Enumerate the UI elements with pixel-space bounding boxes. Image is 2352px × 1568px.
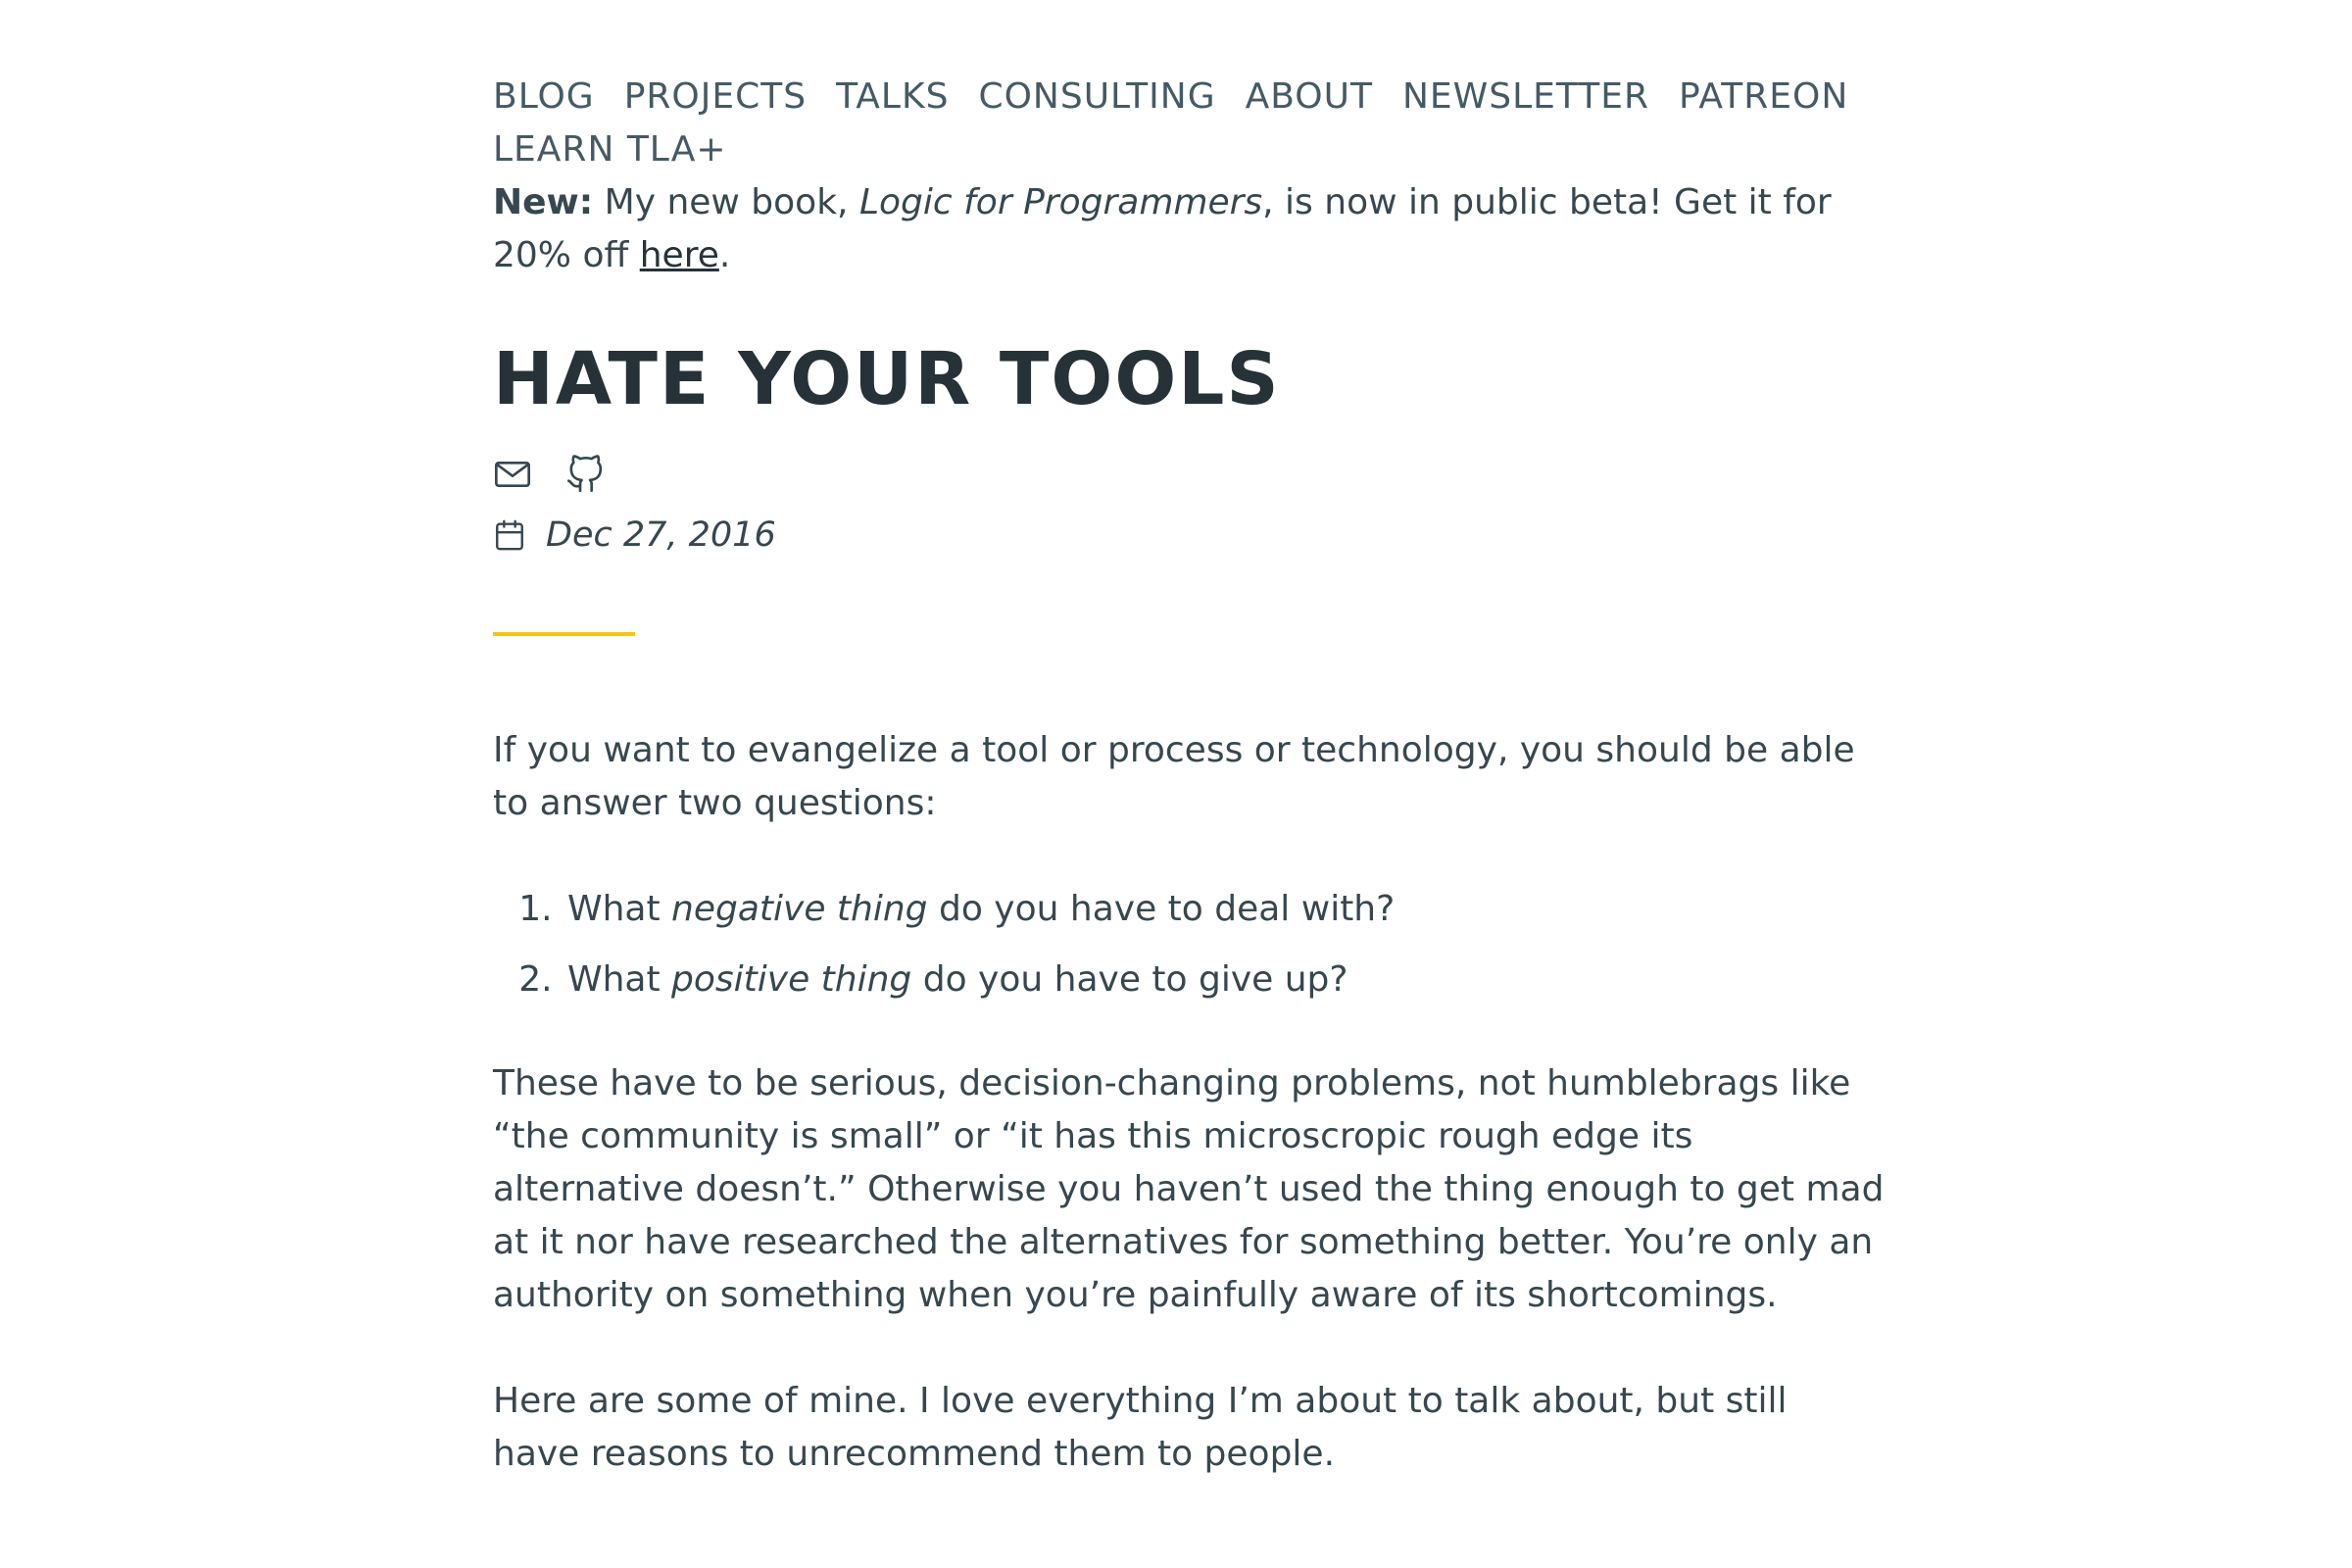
list-item bbox=[564, 883, 1885, 936]
calendar-icon bbox=[493, 518, 526, 552]
intro-paragraph: If you want to evangelize a tool or process or technology, you should be able to answer two questions: bbox=[493, 730, 1855, 823]
announcement-banner bbox=[493, 176, 1885, 282]
list-item bbox=[564, 954, 1885, 1006]
title-divider bbox=[493, 632, 635, 636]
body-paragraph: Here are some of mine. I love everything I’m about to talk about, but still have reasons to unrecommend them to people. bbox=[493, 1381, 1788, 1474]
question-list bbox=[493, 883, 1885, 1006]
post-content bbox=[493, 724, 1885, 1534]
main-nav bbox=[493, 71, 1885, 176]
banner-link[interactable]: here bbox=[639, 235, 719, 275]
body-paragraph: These have to be serious, decision-changing problems, not humblebrags like “the community is small” or “it has this microscropic rough edge its alternative doesn’t.” Otherwise you haven’t used the thing enough to get mad at it nor have researched the alternatives for something better. You’re only an authority on something when you’re painfully aware of its shortcomings. bbox=[493, 1063, 1885, 1315]
mail-icon[interactable] bbox=[493, 455, 532, 494]
list-item-text: What bbox=[567, 959, 672, 1000]
nav-about[interactable]: ABOUT bbox=[1245, 76, 1373, 117]
share-icons bbox=[493, 453, 638, 496]
post-title: HATE YOUR TOOLS bbox=[493, 337, 1281, 421]
nav-blog[interactable]: BLOG bbox=[493, 76, 595, 117]
list-item-text: do you have to deal with? bbox=[927, 889, 1396, 929]
banner-text-after: , is now in public beta! Get it for 20% off bbox=[493, 182, 1832, 275]
banner-period: . bbox=[718, 235, 731, 275]
list-item-emphasis: negative thing bbox=[671, 889, 928, 929]
nav-projects[interactable]: PROJECTS bbox=[623, 76, 808, 117]
nav-consulting[interactable]: CONSULTING bbox=[978, 76, 1216, 117]
nav-newsletter[interactable]: NEWSLETTER bbox=[1401, 76, 1650, 117]
banner-text-before: My new book, bbox=[593, 182, 859, 222]
nav-patreon[interactable]: PATREON bbox=[1679, 76, 1849, 117]
banner-book-title: Logic for Programmers bbox=[858, 182, 1263, 222]
banner-new-label: New: bbox=[493, 182, 594, 222]
post-date: Dec 27, 2016 bbox=[546, 515, 776, 555]
nav-talks[interactable]: TALKS bbox=[836, 76, 950, 117]
list-item-emphasis: positive thing bbox=[671, 959, 912, 1000]
list-item-text: do you have to give up? bbox=[911, 959, 1348, 1000]
nav-learn-tla[interactable]: LEARN TLA+ bbox=[493, 129, 727, 170]
list-item-text: What bbox=[567, 889, 672, 929]
github-icon[interactable] bbox=[565, 455, 605, 494]
post-meta bbox=[493, 514, 776, 557]
